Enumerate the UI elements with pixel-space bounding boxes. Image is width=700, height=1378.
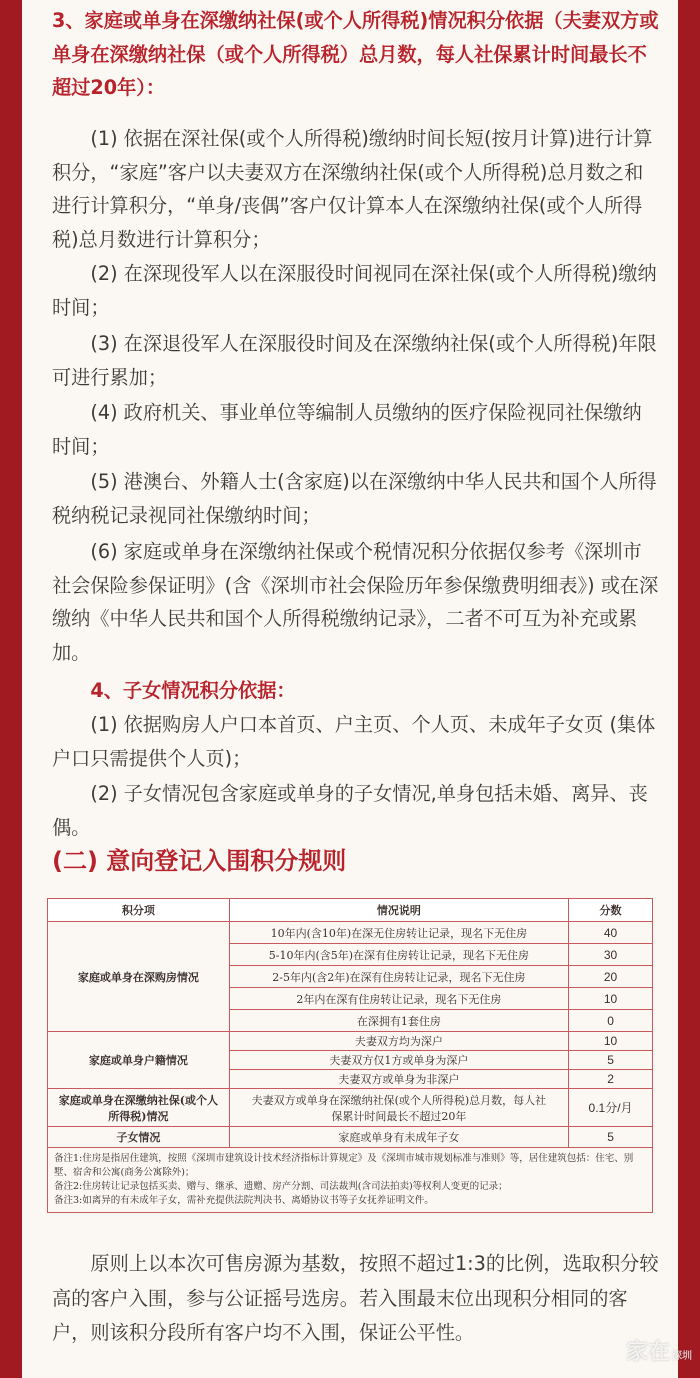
table-row	[48, 922, 653, 944]
note-3: 备注3:如离异的有未成年子女，需补充提供法院判决书、离婚协议书等子女抚养证明文件。	[54, 1195, 434, 1206]
section3-item-1: (1) 依据在深社保(或个人所得税)缴纳时间长短(按月计算)进行计算积分，“家庭”客户以夫妻双方在深缴纳社保(或个人所得税)总月数之和进行计算积分，“单身/丧偶”客户仅计算本人在深缴纳社保(或个人所得税)总月数进行计算积分；	[52, 127, 653, 251]
header-item: 积分项	[48, 899, 230, 922]
desc-cell: 2年内在深有住房转让记录，现名下无住房	[229, 988, 568, 1010]
desc-cell: 5-10年内(含5年)在深有住房转让记录，现名下无住房	[229, 944, 568, 966]
section3-title: 3、家庭或单身在深缴纳社保(或个人所得税)情况积分依据（夫妻双方或单身在深缴纳社保（或个人所得税）总月数，每人社保累计时间最长不超过20年）：	[52, 9, 659, 100]
watermark-logo	[626, 1335, 692, 1366]
desc-cell: 夫妻双方均为深户	[229, 1032, 568, 1051]
section3-item-4: (4) 政府机关、事业单位等编制人员缴纳的医疗保险视同社保缴纳时间；	[52, 401, 642, 458]
desc-cell: 夫妻双方仅1方或单身为深户	[229, 1051, 568, 1070]
category-cell: 家庭或单身在深购房情况	[48, 922, 230, 1032]
section4-item-2: (2) 子女情况包含家庭或单身的子女情况,单身包括未婚、离异、丧偶。	[52, 782, 648, 839]
score-cell: 0.1分/月	[569, 1089, 653, 1127]
notes-row	[48, 1148, 653, 1213]
header-desc: 情况说明	[229, 899, 568, 922]
score-table	[47, 898, 653, 1213]
category-cell: 子女情况	[48, 1127, 230, 1148]
category-cell: 家庭或单身户籍情况	[48, 1032, 230, 1089]
score-cell: 0	[569, 1010, 653, 1032]
section3-item-2: (2) 在深现役军人以在深服役时间视同在深社保(或个人所得税)缴纳时间；	[52, 262, 657, 319]
document-page	[22, 0, 678, 1378]
table-row	[48, 1032, 653, 1051]
desc-cell: 在深拥有1套住房	[229, 1010, 568, 1032]
table-row	[48, 1089, 653, 1127]
score-cell: 5	[569, 1127, 653, 1148]
watermark-sub: 深圳	[672, 1351, 692, 1362]
note-2: 备注2:住房转让记录包括买卖、赠与、继承、遗赠、房产分割、司法裁判(含司法拍卖)等权利人变更的记录；	[54, 1181, 508, 1192]
table-row	[48, 1127, 653, 1148]
table-header-row	[48, 899, 653, 922]
desc-cell: 2-5年内(含2年)在深有住房转让记录，现名下无住房	[229, 966, 568, 988]
score-cell: 5	[569, 1051, 653, 1070]
note-1: 备注1:住房是指居住建筑，按照《深圳市建筑设计技术经济指标计算规定》及《深圳市城市规划标准与准则》等，居住建筑包括：住宅、别墅、宿舍和公寓(商务公寓除外)；	[54, 1153, 634, 1178]
category-cell: 家庭或单身在深缴纳社保(或个人所得税)情况	[48, 1089, 230, 1127]
section3-item-5: (5) 港澳台、外籍人士(含家庭)以在深缴纳中华人民共和国个人所得税纳税记录视同社保缴纳时间；	[52, 470, 657, 527]
score-cell: 10	[569, 1032, 653, 1051]
header-score: 分数	[569, 899, 653, 922]
desc-cell: 10年内(含10年)在深无住房转让记录，现名下无住房	[229, 922, 568, 944]
section3-item-3: (3) 在深退役军人在深服役时间及在深缴纳社保(或个人所得税)年限可进行累加；	[52, 332, 657, 389]
section4-item-1: (1) 依据购房人户口本首页、户主页、个人页、未成年子女页 (集体户口只需提供个人页)；	[52, 713, 656, 770]
score-cell: 30	[569, 944, 653, 966]
desc-cell: 家庭或单身有未成年子女	[229, 1127, 568, 1148]
rules-heading: (二) 意向登记入围积分规则	[52, 847, 347, 875]
score-cell: 20	[569, 966, 653, 988]
desc-cell: 夫妻双方或单身为非深户	[229, 1070, 568, 1089]
score-cell: 40	[569, 922, 653, 944]
section3-item-6: (6) 家庭或单身在深缴纳社保或个税情况积分依据仅参考《深圳市社会保险参保证明》(含《深圳市社会保险历年参保缴费明细表》) 或在深缴纳《中华人民共和国个人所得税缴纳记录》，二者不可互为补充或累加。	[52, 540, 659, 664]
section4-title: 4、子女情况积分依据：	[90, 679, 296, 702]
score-cell: 2	[569, 1070, 653, 1089]
notes-cell	[48, 1148, 653, 1213]
watermark-main: 家在	[625, 1340, 670, 1365]
footer-paragraph: 原则上以本次可售房源为基数，按照不超过1:3的比例，选取积分较高的客户入围，参与公证摇号选房。若入围最末位出现积分相同的客户，则该积分段所有客户均不入围，保证公平性。	[52, 1252, 659, 1344]
score-cell: 10	[569, 988, 653, 1010]
desc-cell: 夫妻双方或单身在深缴纳社保(或个人所得税)总月数，每人社保累计时间最长不超过20年	[229, 1089, 568, 1127]
